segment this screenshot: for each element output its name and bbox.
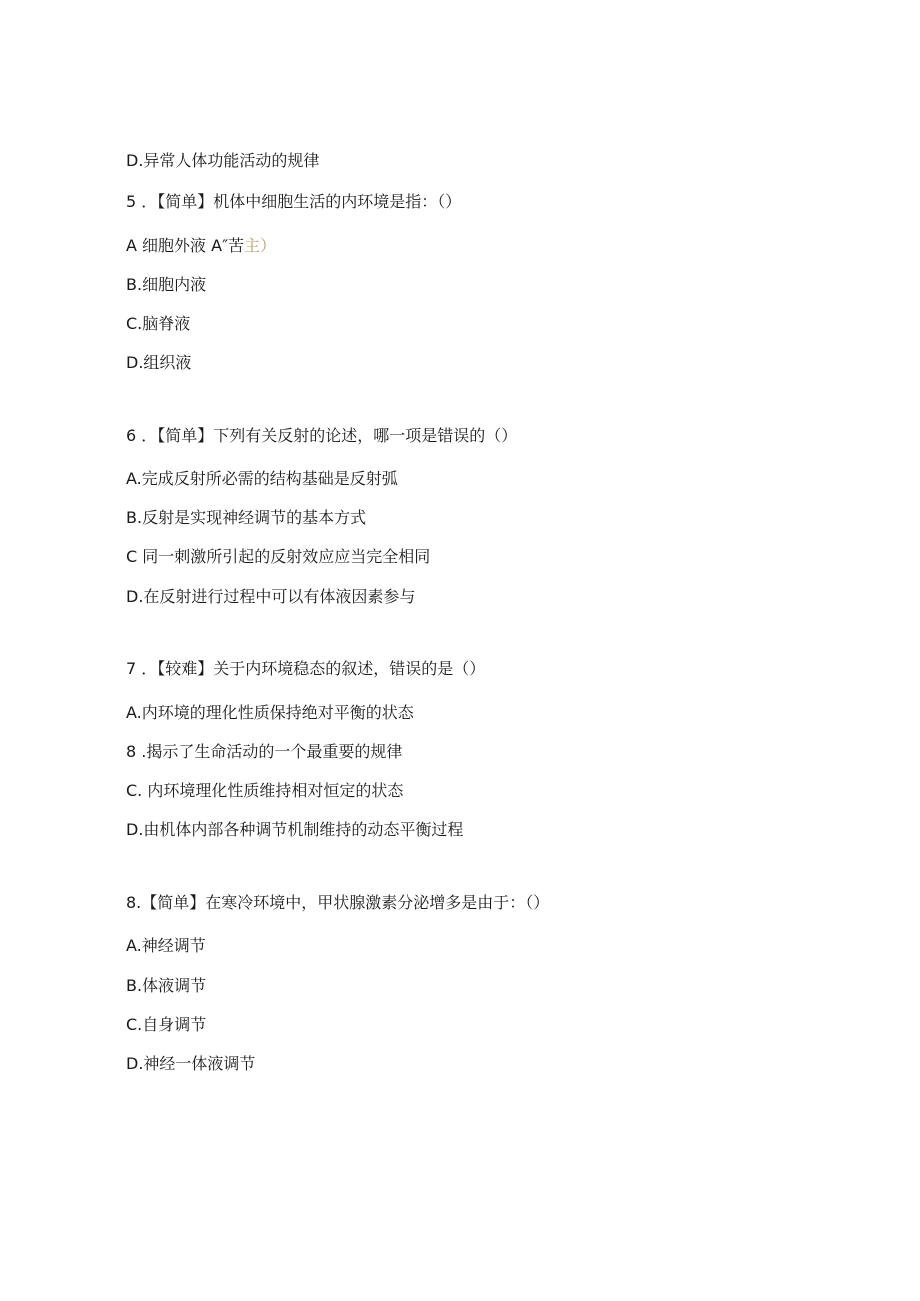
q5-question: 5 ．【简单】机体中细胞生活的内环境是指：（） [126,192,462,211]
q6-option-d: D.在反射进行过程中可以有体液因素参与 [126,587,416,606]
q6-question: 6 ．【简单】下列有关反射的论述，哪一项是错误的（） [126,426,518,445]
q8-option-d: D.神经一体液调节 [126,1054,256,1073]
q8-option-c: C.自身调节 [126,1015,207,1034]
q8-option-b: B.体液调节 [126,976,207,995]
q7-option-d: D.由机体内部各种调节机制维持的动态平衡过程 [126,820,464,839]
q5-option-c: C.脑脊液 [126,314,191,333]
q5-option-a-mark: 主） [244,236,277,255]
q7-question: 7 ．【较难】关于内环境稳态的叙述，错误的是（） [126,659,486,678]
q5-option-a-text: A 细胞外液 A″苦 [126,236,245,255]
q5-option-a [126,236,276,256]
q7-option-b: 8 .揭示了生命活动的一个最重要的规律 [126,742,403,761]
q7-option-c: C. 内环境理化性质维持相对恒定的状态 [126,781,404,800]
q8-option-a: A.神经调节 [126,936,206,955]
q5-option-b: B.细胞内液 [126,275,207,294]
q4-option-d: D.异常人体功能活动的规律 [126,151,320,170]
q8-question: 8.【简单】在寒冷环境中，甲状腺激素分泌增多是由于：（） [126,893,550,912]
q6-option-c: C 同一刺激所引起的反射效应应当完全相同 [126,547,431,566]
q6-option-b: B.反射是实现神经调节的基本方式 [126,508,367,527]
q6-option-a: A.完成反射所必需的结构基础是反射弧 [126,469,398,488]
q5-option-d: D.组织液 [126,353,192,372]
q7-option-a: A.内环境的理化性质保持绝对平衡的状态 [126,703,414,722]
